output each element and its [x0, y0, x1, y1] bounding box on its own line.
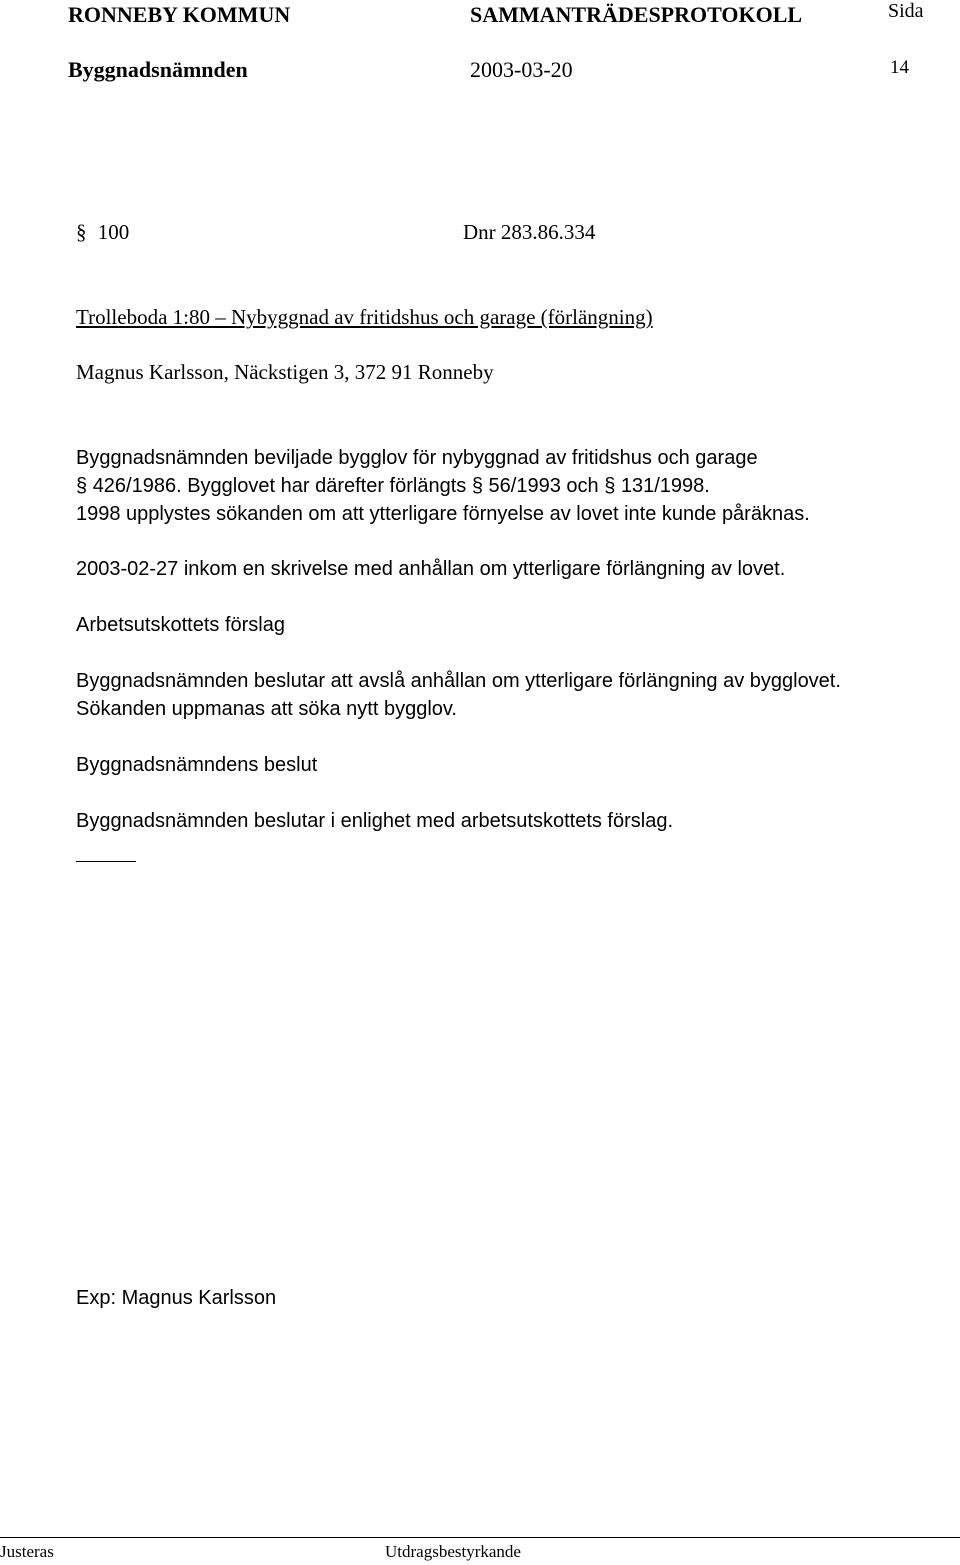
decision-text: Byggnadsnämnden beslutar i enlighet med arbetsutskottets förslag.: [76, 810, 674, 832]
item-number-line: [76, 220, 129, 245]
background-line-1: Byggnadsnämnden beviljade bygglov för nybyggnad av fritidshus och garage: [76, 447, 758, 469]
background-line-4: 2003-02-27 inkom en skrivelse med anhållan om ytterligare förlängning av lovet.: [76, 558, 786, 580]
dnr: Dnr 283.86.334: [463, 220, 596, 244]
utdragsbestyrkande-label: Utdragsbestyrkande: [385, 1542, 521, 1561]
section-sign-icon: §: [604, 475, 616, 497]
applicant: Magnus Karlsson, Näckstigen 3, 372 91 Ronneby: [76, 360, 494, 384]
background-line-3: 1998 upplystes sökanden om att ytterligare förnyelse av lovet inte kunde påräknas.: [76, 503, 810, 525]
meeting-date: 2003-03-20: [470, 57, 573, 82]
page-label: Sida: [888, 0, 924, 22]
background-line-2a: 426/1986. Bygglovet har därefter förlängts: [92, 475, 467, 497]
section-sign-icon: §: [471, 475, 483, 497]
expedition: Exp: Magnus Karlsson: [76, 1287, 277, 1309]
justeras-label: Justeras: [0, 1542, 54, 1561]
organization-name: RONNEBY KOMMUN: [68, 2, 291, 27]
item-title: Trolleboda 1:80 – Nybyggnad av fritidshus och garage (förlängning): [76, 305, 653, 329]
background-line-2b: 56/1993 och: [488, 475, 599, 497]
footer-rule: [0, 1537, 960, 1538]
item-number: 100: [97, 220, 130, 244]
proposal-line-2: Sökanden uppmanas att söka nytt bygglov.: [76, 698, 457, 720]
end-rule: [76, 861, 136, 862]
page-number: 14: [890, 57, 909, 78]
section-sign-icon: §: [76, 475, 88, 497]
decision-heading: Byggnadsnämndens beslut: [76, 754, 318, 776]
background-line-2c: 131/1998.: [620, 475, 710, 497]
protocol-title: SAMMANTRÄDESPROTOKOLL: [470, 2, 803, 27]
background-line-2: [76, 475, 710, 498]
proposal-heading: Arbetsutskottets förslag: [76, 614, 285, 636]
committee-name: Byggnadsnämnden: [68, 57, 248, 82]
section-sign-icon: §: [76, 220, 87, 244]
proposal-line-1: Byggnadsnämnden beslutar att avslå anhållan om ytterligare förlängning av bygglovet.: [76, 670, 841, 692]
